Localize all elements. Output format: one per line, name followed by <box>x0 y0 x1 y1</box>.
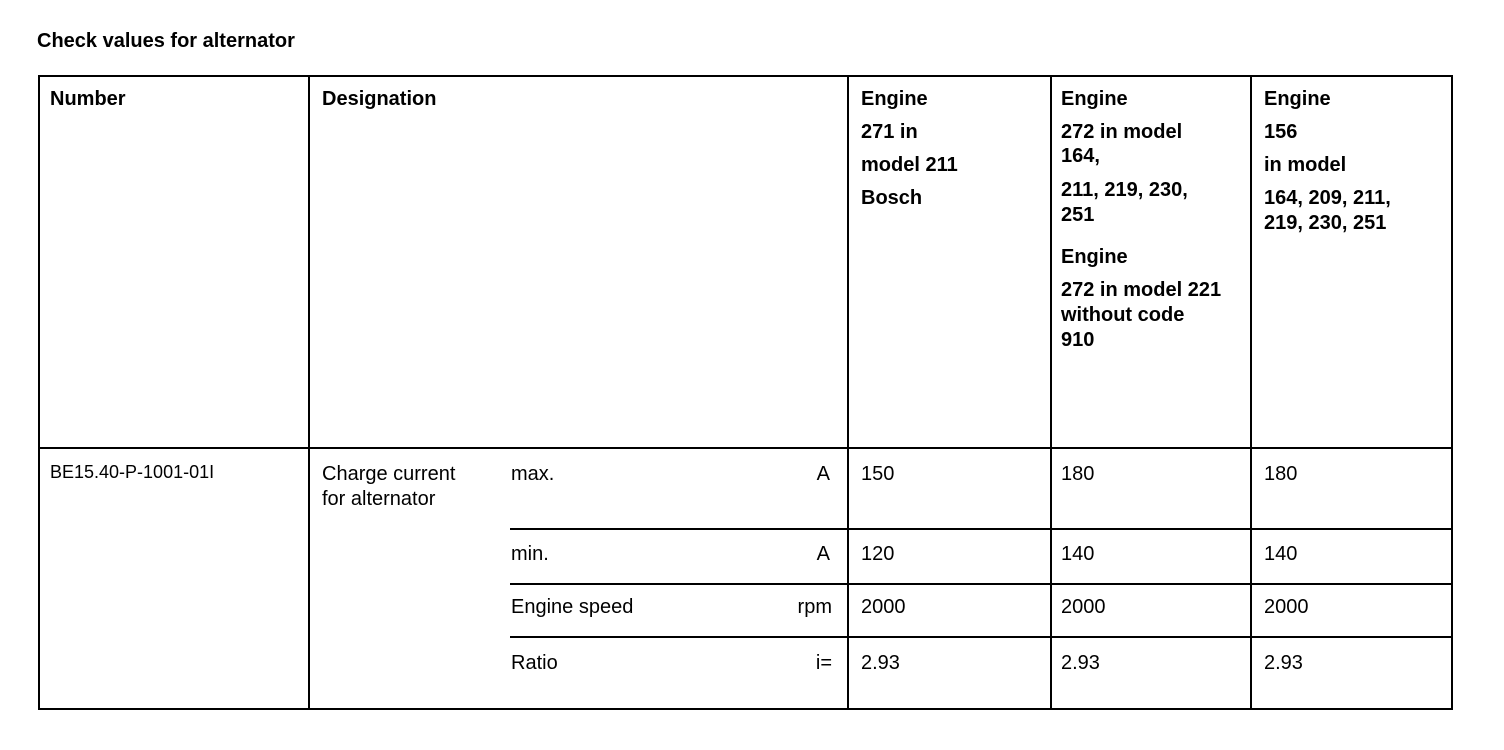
header-designation: Designation <box>322 88 437 110</box>
header-engine-1-line: Bosch <box>861 187 923 209</box>
header-engine-2-line: 272 in model <box>1061 121 1183 143</box>
row-divider-3 <box>510 636 1451 638</box>
row-divider-2 <box>510 583 1451 585</box>
col-divider-engine2 <box>1250 77 1252 708</box>
cell-value: 180 <box>1061 463 1095 485</box>
header-engine-2: Engine <box>1061 88 1128 110</box>
header-engine-2b: Engine <box>1061 246 1128 268</box>
row-unit-ratio: i= <box>815 652 832 674</box>
header-engine-1: Engine <box>861 88 928 110</box>
header-engine-3: Engine <box>1264 88 1331 110</box>
cell-value: 180 <box>1264 463 1298 485</box>
col-divider-designation <box>847 77 849 708</box>
header-engine-1-line: 271 in <box>861 121 918 143</box>
row-label-min: min. <box>511 543 549 565</box>
header-engine-2-line: 164, <box>1061 145 1100 167</box>
cell-value: 2000 <box>861 596 906 618</box>
header-number: Number <box>50 88 126 110</box>
row-divider-1 <box>510 528 1451 530</box>
header-divider <box>40 447 1451 449</box>
row-label-engine-speed: Engine speed <box>511 596 634 618</box>
header-engine-3-line: 164, 209, 211, <box>1264 187 1391 209</box>
page-title: Check values for alternator <box>37 30 295 52</box>
row-unit-min: A <box>816 543 830 565</box>
row-label-ratio: Ratio <box>511 652 558 674</box>
cell-value: 120 <box>861 543 895 565</box>
cell-value: 140 <box>1061 543 1095 565</box>
check-values-table <box>38 75 1453 710</box>
cell-value: 2000 <box>1264 596 1309 618</box>
header-engine-2b-line: 272 in model 221 <box>1061 279 1222 301</box>
row-unit-engine-speed: rpm <box>797 596 832 618</box>
cell-value: 2.93 <box>1061 652 1100 674</box>
header-engine-3-line: in model <box>1264 154 1347 176</box>
header-engine-3-line: 156 <box>1264 121 1298 143</box>
header-engine-2b-line: without code <box>1061 304 1185 326</box>
cell-value: 150 <box>861 463 895 485</box>
col-divider-engine1 <box>1050 77 1052 708</box>
header-engine-1-line: model 211 <box>861 154 958 176</box>
header-engine-2-line: 211, 219, 230, <box>1061 179 1188 201</box>
cell-value: 2000 <box>1061 596 1106 618</box>
designation-line: Charge current <box>322 463 456 485</box>
col-divider-number <box>308 77 310 708</box>
cell-value: 140 <box>1264 543 1298 565</box>
designation-line: for alternator <box>322 488 436 510</box>
header-engine-2b-line: 910 <box>1061 329 1095 351</box>
cell-value: 2.93 <box>861 652 900 674</box>
doc-number: BE15.40-P-1001-01I <box>50 462 215 482</box>
row-unit-max: A <box>816 463 830 485</box>
header-engine-3-line: 219, 230, 251 <box>1264 212 1387 234</box>
header-engine-2-line: 251 <box>1061 204 1095 226</box>
row-label-max: max. <box>511 463 555 485</box>
cell-value: 2.93 <box>1264 652 1303 674</box>
